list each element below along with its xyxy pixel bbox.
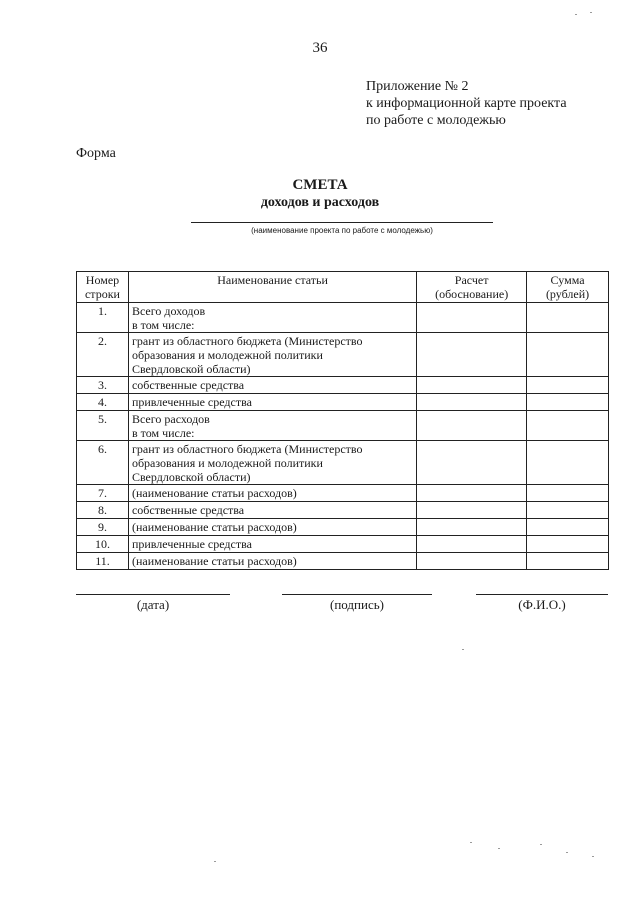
row-item-name-line: собственные средства — [131, 378, 245, 392]
row-item-name — [128, 377, 416, 394]
row-calculation-cell[interactable] — [417, 333, 527, 377]
scan-speck — [470, 842, 472, 843]
row-item-name-line: (наименование статьи расходов) — [131, 554, 297, 568]
table-row — [77, 502, 609, 519]
appendix-line-3: по работе с молодежью — [366, 113, 506, 128]
row-calculation-cell[interactable] — [417, 536, 527, 553]
row-item-name-line: образования и молодежной политики — [131, 348, 323, 362]
row-item-name-line: Всего доходов — [131, 304, 206, 318]
header-calc-line-1: Расчет — [454, 273, 489, 287]
row-sum-cell[interactable] — [527, 411, 609, 441]
row-item-name-line: Свердловской области) — [131, 362, 251, 376]
row-item-name-line: привлеченные средства — [131, 537, 252, 551]
row-calculation-cell[interactable] — [417, 553, 527, 570]
table-row — [77, 553, 609, 570]
row-number: 10. — [77, 536, 129, 553]
row-calculation-cell[interactable] — [417, 411, 527, 441]
table-row — [77, 485, 609, 502]
table-row — [77, 303, 609, 333]
scan-speck — [462, 649, 464, 650]
row-calculation-cell[interactable] — [417, 485, 527, 502]
row-number: 4. — [77, 394, 129, 411]
row-item-name-line: Свердловской области) — [131, 470, 251, 484]
fio-line — [476, 594, 608, 595]
row-number: 1. — [77, 303, 129, 333]
estimate-table — [76, 271, 609, 570]
row-calculation-cell[interactable] — [417, 303, 527, 333]
header-number-line-1: Номер — [85, 273, 120, 287]
date-line — [76, 594, 230, 595]
row-item-name-line: образования и молодежной политики — [131, 456, 323, 470]
scan-speck — [592, 856, 594, 857]
row-item-name-line: (наименование статьи расходов) — [131, 486, 297, 500]
signature-line — [282, 594, 432, 595]
fio-caption: (Ф.И.О.) — [518, 597, 566, 612]
table-row — [77, 333, 609, 377]
project-name-line — [191, 222, 493, 223]
scan-speck — [214, 861, 216, 862]
estimate-table-body — [77, 303, 609, 570]
row-number: 3. — [77, 377, 129, 394]
header-sum-line-2: (рублей) — [545, 287, 590, 301]
row-item-name — [128, 441, 416, 485]
row-calculation-cell[interactable] — [417, 377, 527, 394]
row-item-name — [128, 411, 416, 441]
row-sum-cell[interactable] — [527, 441, 609, 485]
title-main: СМЕТА — [292, 177, 348, 193]
row-sum-cell[interactable] — [527, 519, 609, 536]
header-number-line-2: строки — [84, 287, 120, 301]
scan-speck — [590, 12, 592, 13]
project-name-caption: (наименование проекта по работе с молодежью) — [251, 226, 433, 235]
document-title — [0, 176, 640, 212]
row-item-name-line: в том числе: — [131, 318, 195, 332]
signature-caption: (подпись) — [330, 597, 384, 612]
row-item-name — [128, 502, 416, 519]
row-sum-cell[interactable] — [527, 333, 609, 377]
header-name-text: Наименование статьи — [217, 273, 328, 287]
header-sum — [527, 272, 609, 303]
scan-speck — [575, 14, 577, 15]
row-item-name — [128, 536, 416, 553]
row-number: 2. — [77, 333, 129, 377]
row-number: 5. — [77, 411, 129, 441]
row-item-name-line: грант из областного бюджета (Министерство — [131, 334, 363, 348]
row-item-name-line: собственные средства — [131, 503, 245, 517]
row-item-name-line: Всего расходов — [131, 412, 210, 426]
date-caption: (дата) — [136, 597, 170, 612]
table-row — [77, 394, 609, 411]
row-sum-cell[interactable] — [527, 485, 609, 502]
row-sum-cell[interactable] — [527, 377, 609, 394]
row-item-name — [128, 394, 416, 411]
row-item-name — [128, 485, 416, 502]
scan-speck — [498, 848, 500, 849]
row-number: 9. — [77, 519, 129, 536]
table-header-row — [77, 272, 609, 303]
title-subtitle: доходов и расходов — [260, 195, 380, 210]
row-calculation-cell[interactable] — [417, 394, 527, 411]
row-sum-cell[interactable] — [527, 303, 609, 333]
page-number: 36 — [312, 40, 328, 56]
row-item-name-line: грант из областного бюджета (Министерство — [131, 442, 363, 456]
row-number: 11. — [77, 553, 129, 570]
header-calc — [417, 272, 527, 303]
row-calculation-cell[interactable] — [417, 441, 527, 485]
row-item-name — [128, 303, 416, 333]
appendix-note — [366, 78, 567, 129]
row-number: 8. — [77, 502, 129, 519]
appendix-line-2: к информационной карте проекта — [366, 96, 567, 111]
header-name — [128, 272, 416, 303]
row-calculation-cell[interactable] — [417, 502, 527, 519]
table-row — [77, 441, 609, 485]
form-label: Форма — [76, 146, 116, 161]
table-row — [77, 377, 609, 394]
row-sum-cell[interactable] — [527, 553, 609, 570]
row-number: 7. — [77, 485, 129, 502]
header-sum-line-1: Сумма — [550, 273, 585, 287]
row-item-name-line: привлеченные средства — [131, 395, 252, 409]
header-number — [77, 272, 129, 303]
header-calc-line-2: (обоснование) — [435, 287, 509, 301]
row-sum-cell[interactable] — [527, 536, 609, 553]
row-item-name — [128, 333, 416, 377]
row-number: 6. — [77, 441, 129, 485]
row-sum-cell[interactable] — [527, 502, 609, 519]
row-calculation-cell[interactable] — [417, 519, 527, 536]
scan-speck — [540, 844, 542, 845]
appendix-line-1: Приложение № 2 — [366, 79, 469, 94]
table-row — [77, 411, 609, 441]
row-sum-cell[interactable] — [527, 394, 609, 411]
row-item-name — [128, 553, 416, 570]
table-row — [77, 519, 609, 536]
row-item-name — [128, 519, 416, 536]
scan-speck — [566, 852, 568, 853]
row-item-name-line: в том числе: — [131, 426, 195, 440]
table-row — [77, 536, 609, 553]
row-item-name-line: (наименование статьи расходов) — [131, 520, 297, 534]
